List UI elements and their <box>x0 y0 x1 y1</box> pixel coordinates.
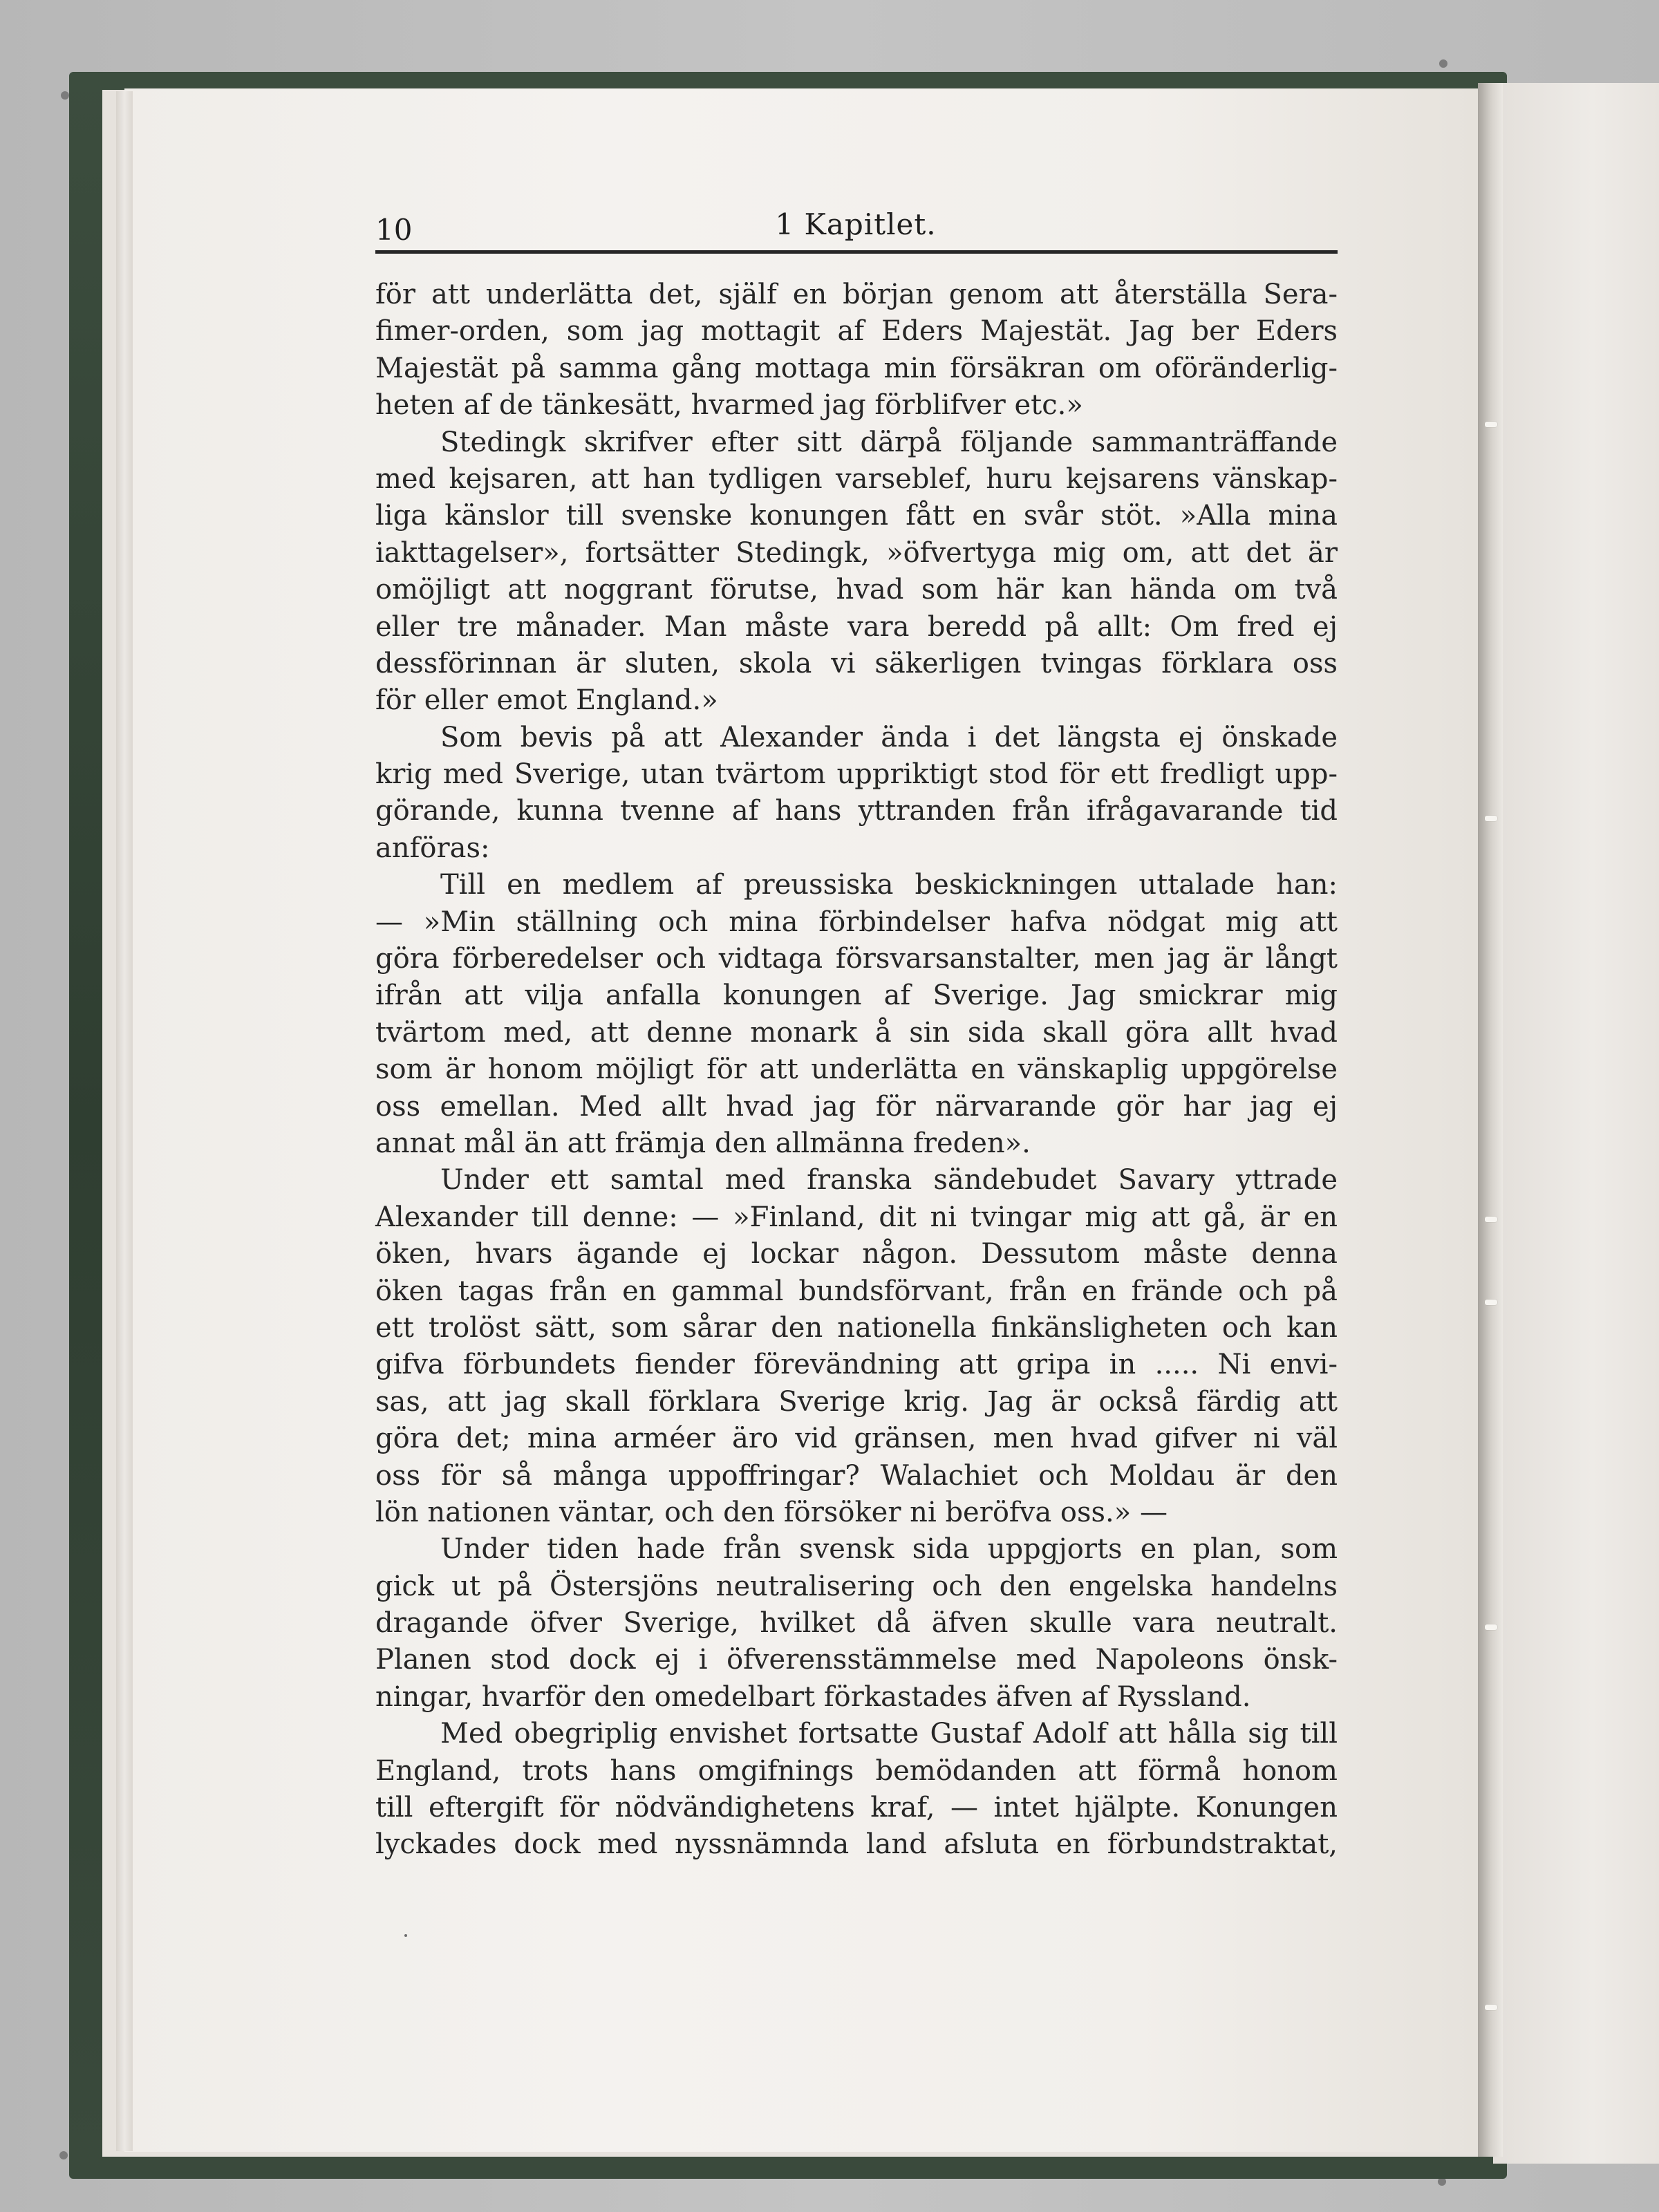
pin-top-left <box>61 91 69 100</box>
page-number: 10 <box>375 213 413 247</box>
text-line: Alexander till denne: — »Finland, dit ni tvingar mig att gå, är en <box>375 1201 1338 1233</box>
binding-stitch <box>1485 816 1497 821</box>
text-line: oss emellan. Med allt hvad jag för närvarande gör har jag ej <box>375 1090 1338 1123</box>
binding-stitch <box>1485 1624 1497 1630</box>
text-line: ifrån att vilja anfalla konungen af Sverige. Jag smickrar mig <box>375 980 1338 1012</box>
text-line: fimer-orden, som jag mottagit af Eders Majestät. Jag ber Eders <box>375 315 1338 348</box>
text-line: gick ut på Östersjöns neutralisering och den engelska handelns <box>375 1570 1338 1602</box>
binding-stitch <box>1485 1217 1497 1222</box>
text-line: heten af de tänkesätt, hvarmed jag förblifver etc.» <box>375 389 1083 422</box>
text-line: Under ett samtal med franska sändebudet Savary yttrade <box>440 1164 1338 1197</box>
text-line: göra det; mina arméer äro vid gränsen, men hvad gifver ni väl <box>375 1423 1338 1455</box>
binding-stitch <box>1485 2005 1497 2010</box>
text-line: Majestät på samma gång mottaga min försäkran om oföränderlig- <box>375 352 1338 384</box>
text-line: öken tagas från en gammal bundsförvant, från en frände och på <box>375 1275 1338 1307</box>
text-line: omöjligt att noggrant förutse, hvad som här kan hända om två <box>375 574 1338 606</box>
text-line: Stedingk skrifver efter sitt därpå följande sammanträffande <box>440 426 1338 458</box>
text-line: ningar, hvarför den omedelbart förkastades äfven af Ryssland. <box>375 1680 1251 1713</box>
page-header <box>375 207 1336 256</box>
text-line: eller tre månader. Man måste vara beredd på allt: Om fred ej <box>375 610 1338 643</box>
page-edge <box>116 91 133 2151</box>
right-page <box>1493 83 1659 2164</box>
paper-speck <box>404 1934 407 1937</box>
text-line: Under tiden hade från svensk sida uppgjorts en plan, som <box>440 1533 1338 1566</box>
running-head: 1 Kapitlet. <box>775 207 937 241</box>
text-line: Som bevis på att Alexander ända i det längsta ej önskade <box>440 721 1338 753</box>
text-line: görande, kunna tvenne af hans yttranden från ifrågavarande tid <box>375 795 1338 827</box>
text-line: — »Min ställning och mina förbindelser hafva nödgat mig att <box>375 906 1338 938</box>
body-text <box>375 276 1338 1864</box>
text-line: gifva förbundets fiender förevändning att gripa in ..... Ni envi- <box>375 1349 1338 1381</box>
text-line: oss för så många uppoffringar? Walachiet och Moldau är den <box>375 1459 1338 1492</box>
text-line: till eftergift för nödvändighetens kraf, — intet hjälpte. Konungen <box>375 1792 1338 1824</box>
text-line: ett trolöst sätt, som sårar den nationella finkänsligheten och kan <box>375 1311 1338 1344</box>
book-gutter <box>1478 83 1503 2157</box>
binding-stitch <box>1485 1300 1497 1305</box>
text-line: dessförinnan är sluten, skola vi säkerligen tvingas förklara oss <box>375 647 1338 679</box>
text-line: för eller emot England.» <box>375 684 718 717</box>
text-line: Till en medlem af preussiska beskickningen uttalade han: <box>440 869 1338 901</box>
pin-bottom-left <box>59 2151 68 2159</box>
text-line: anföras: <box>375 832 490 864</box>
text-line: iakttagelser», fortsätter Stedingk, »öfvertyga mig om, att det är <box>375 536 1338 569</box>
text-line: för att underlätta det, själf en början genom att återställa Sera- <box>375 279 1338 310</box>
text-line: lyckades dock med nyssnämnda land afsluta en förbundstraktat, <box>375 1828 1338 1861</box>
text-line: sas, att jag skall förklara Sverige krig. Jag är också färdig att <box>375 1385 1338 1418</box>
text-line: annat mål än att främja den allmänna freden». <box>375 1127 1031 1159</box>
text-line: lön nationen väntar, och den försöker ni beröfva oss.» — <box>375 1496 1168 1528</box>
text-line: som är honom möjligt för att underlätta en vänskaplig uppgörelse <box>375 1053 1338 1086</box>
text-line: England, trots hans omgifnings bemödanden att förmå honom <box>375 1754 1338 1787</box>
text-line: Med obegriplig envishet fortsatte Gustaf Adolf att hålla sig till <box>440 1718 1338 1750</box>
text-line: Planen stod dock ej i öfverensstämmelse med Napoleons önsk- <box>375 1644 1338 1676</box>
text-line: liga känslor till svenske konungen fått en svår stöt. »Alla mina <box>375 500 1338 532</box>
text-line: dragande öfver Sverige, hvilket då äfven skulle vara neutralt. <box>375 1607 1338 1640</box>
binding-stitch <box>1485 422 1497 427</box>
text-line: öken, hvars ägande ej lockar någon. Dessutom måste denna <box>375 1238 1338 1271</box>
text-line: krig med Sverige, utan tvärtom uppriktigt stod för ett fredligt upp- <box>375 758 1338 791</box>
text-line: med kejsaren, att han tydligen varseblef, huru kejsarens vänskap- <box>375 462 1338 495</box>
text-line: göra förberedelser och vidtaga försvarsanstalter, men jag är långt <box>375 943 1338 975</box>
text-line: tvärtom med, att denne monark å sin sida skall göra allt hvad <box>375 1016 1338 1049</box>
header-rule <box>375 250 1338 254</box>
pin-top-right <box>1439 59 1447 68</box>
